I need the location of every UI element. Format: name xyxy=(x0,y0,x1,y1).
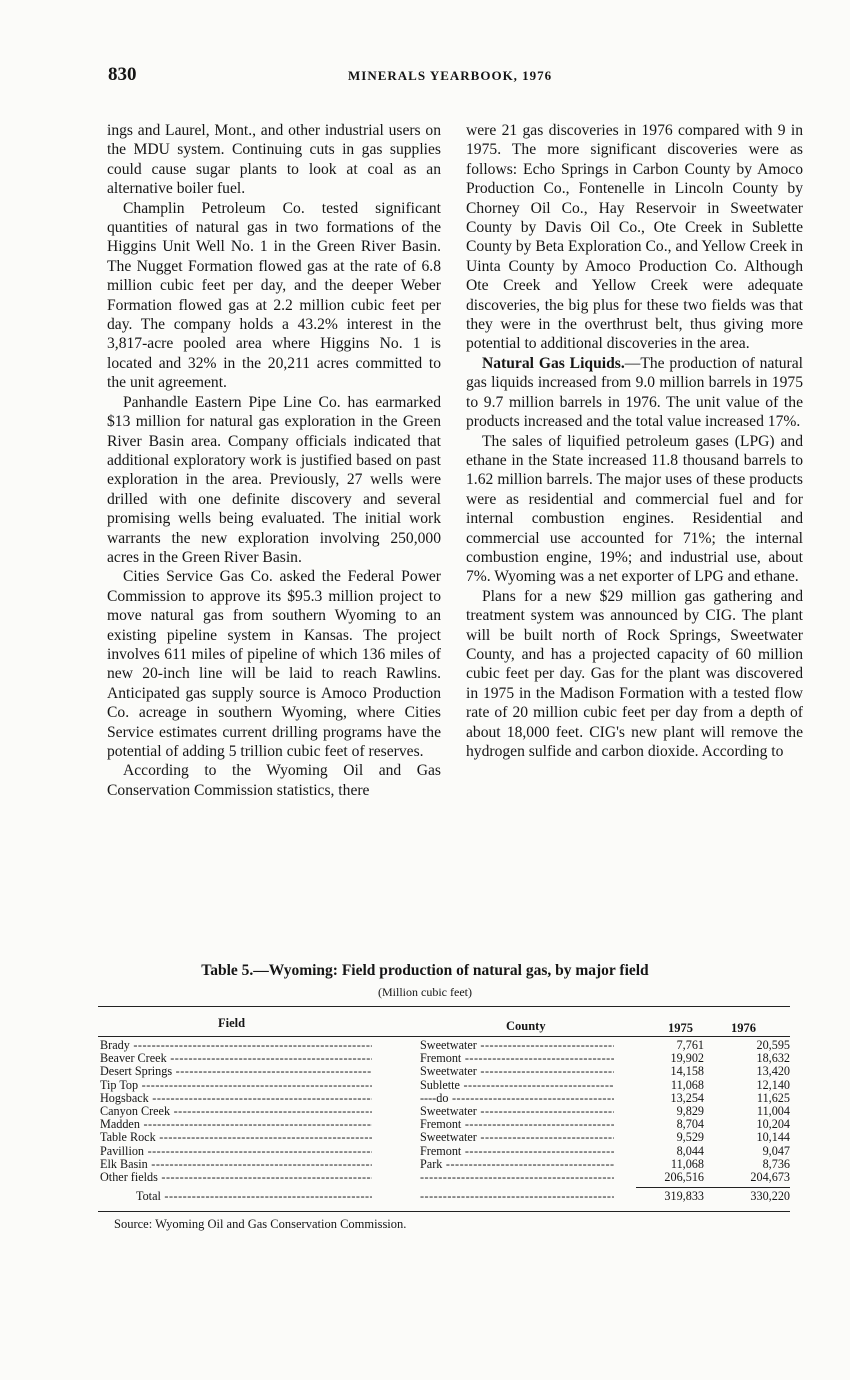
value-1976-cell: 13,420 xyxy=(756,1064,790,1079)
county-cell: Sublette ----- xyxy=(420,1079,614,1092)
field-cell: Hogsback ----- xyxy=(100,1092,372,1105)
value-1975-cell: 19,902 xyxy=(670,1051,704,1066)
table-row xyxy=(100,1171,790,1184)
county-cell: Sweetwater ----- xyxy=(420,1131,614,1144)
paragraph: Cities Service Gas Co. asked the Federal Power Commission to approve its $95.3 million project to move natural gas from southern Wyoming to an existing pipeline system in Kansas. The project involves 611 miles of pipeline of which 136 miles of new 20-inch line will be laid to reach Rawlins. Anticipated gas supply source is Amoco Production Co. acreage in southern Wyoming, where Cities Service estimates current drilling programs have the potential of adding 5 trillion cubic feet of reserves. xyxy=(107,568,441,760)
field-cell: Tip Top ----- xyxy=(100,1079,372,1092)
table-row xyxy=(100,1079,790,1092)
table-row xyxy=(100,1065,790,1078)
column-header-1976: 1976 xyxy=(731,1021,756,1035)
paragraph: The sales of liquified petroleum gases (LPG) and ethane in the State increased 11.8 thousand barrels to 1.62 million barrels. The major uses of these products were as residential and commercial fuel and for internal combustion engines. Residential and commercial use accounted for 71%; the internal combustion engine, 19%; and industrial use, about 7%. Wyoming was a net exporter of LPG and ethane. xyxy=(466,432,803,586)
paragraph: According to the Wyoming Oil and Gas Conservation Commission statistics, there xyxy=(107,762,441,799)
county-cell: Park ----- xyxy=(420,1158,614,1171)
value-1975-cell: 7,761 xyxy=(676,1038,704,1052)
field-cell: Madden ----- xyxy=(100,1118,372,1131)
table-total-row xyxy=(100,1190,790,1203)
value-1975-cell: 13,254 xyxy=(670,1090,704,1105)
paragraph: Plans for a new $29 million gas gathering and treatment system was announced by CIG. The plant will be built north of Rock Springs, Sweetwater County, and has a projected capacity of 60 million cubic feet per day. Gas for the plant was discovered in 1975 in the Madison Formation with a tested flow rate of 20 million cubic feet per day from a depth of about 18,000 feet. CIG's new plant will remove the hydrogen sulfide and carbon dioxide. According to xyxy=(466,587,803,760)
table-top-rule xyxy=(98,1006,790,1007)
field-cell: Beaver Creek ----- xyxy=(100,1052,372,1065)
value-1975-cell: 11,068 xyxy=(670,1156,704,1171)
paragraph-natural-gas-liquids xyxy=(466,354,803,432)
county-cell xyxy=(420,1171,614,1184)
field-cell: Pavillion ----- xyxy=(100,1145,372,1158)
paragraph: Panhandle Eastern Pipe Line Co. has earmarked $13 million for natural gas exploration in the Green River Basin area. Company officials indicated that additional exploratory work is justified based on past exploration in the area. Previously, 27 wells were drilled with one definite discovery and several promising wells being evaluated. The initial work warrants the new exploration involving 250,000 acres in the Green River Basin. xyxy=(107,393,441,566)
value-1975-cell: 9,829 xyxy=(676,1103,704,1118)
table-title: Table 5.—Wyoming: Field production of natural gas, by major field xyxy=(201,962,649,979)
county-cell: Sweetwater ----- xyxy=(420,1105,614,1118)
total-label: Total ----- xyxy=(100,1190,372,1203)
value-1976-cell: 8,736 xyxy=(762,1156,790,1171)
table-row xyxy=(100,1145,790,1158)
table-bottom-rule xyxy=(98,1211,790,1212)
value-1976-cell: 12,140 xyxy=(756,1077,790,1092)
value-1976-cell: 18,632 xyxy=(756,1051,790,1066)
value-1975-cell: 8,704 xyxy=(676,1117,704,1132)
table-row xyxy=(100,1092,790,1105)
value-1976-cell: 10,204 xyxy=(756,1117,790,1132)
table-row xyxy=(100,1158,790,1171)
left-column xyxy=(107,121,441,800)
table-body xyxy=(100,1039,790,1203)
column-header-field: Field xyxy=(218,1016,246,1030)
total-1976-cell: 330,220 xyxy=(750,1189,790,1204)
paragraph-text: —The production of natural gas liquids increased from 9.0 million barrels in 1975 to 9.7 million barrels in 1976. The unit value of the products increased and the total value increased 17%. xyxy=(466,354,803,431)
table-header-rule xyxy=(98,1036,790,1037)
field-cell: Brady ----- xyxy=(100,1039,372,1052)
value-1976-cell: 204,673 xyxy=(750,1169,790,1184)
field-cell: Other fields ----- xyxy=(100,1171,372,1184)
value-1976-cell: 11,004 xyxy=(756,1103,790,1118)
county-cell xyxy=(420,1190,614,1203)
paragraph: were 21 gas discoveries in 1976 compared with 9 in 1975. The more significant discoveries were as follows: Echo Springs in Carbon County by Amoco Production Co., Fontenelle in Lincoln County by Chorney Oil Co., Hay Reservoir in Sweetwater County by Davis Oil Co., Ote Creek in Sublette County by Beta Exploration Co., and Yellow Creek in Uinta County by Amoco Production Co. Although Ote Creek and Yellow Creek were adequate discoveries, the big plus for these two fields was that they were in the overthrust belt, thus giving more potential to additional discoveries in the area. xyxy=(466,122,803,353)
field-cell: Elk Basin ----- xyxy=(100,1158,372,1171)
paragraph: Champlin Petroleum Co. tested significant quantities of natural gas in two formations of the Higgins Unit Well No. 1 in the Green River Basin. The Nugget Formation flowed gas at the rate of 6.8 million cubic feet per day, and the deeper Weber Formation flowed gas at 2.2 million cubic feet per day. The company holds a 43.2% interest in the 3,817-acre pooled area where Higgins No. 1 is located and 32% in the 20,211 acres committed to the unit agreement. xyxy=(107,199,441,392)
county-cell: ----do ----- xyxy=(420,1092,614,1105)
running-head: MINERALS YEARBOOK, 1976 xyxy=(348,68,553,83)
page-number: 830 xyxy=(108,64,137,85)
column-header-county: County xyxy=(506,1019,546,1033)
table-row xyxy=(100,1131,790,1144)
paragraph: ings and Laurel, Mont., and other industrial users on the MDU system. Continuing cuts in gas supplies could cause sugar plants to look at coal as an alternative boiler fuel. xyxy=(107,122,441,198)
value-1976-cell: 11,625 xyxy=(756,1090,790,1105)
value-1976-cell: 10,144 xyxy=(756,1130,790,1145)
field-cell: Desert Springs ----- xyxy=(100,1065,372,1078)
right-column xyxy=(466,121,803,761)
table-subtitle: (Million cubic feet) xyxy=(378,985,472,999)
value-1975-cell: 9,529 xyxy=(676,1130,704,1145)
county-cell: Sweetwater ----- xyxy=(420,1039,614,1052)
value-1975-cell: 206,516 xyxy=(664,1169,704,1184)
value-1975-cell: 8,044 xyxy=(676,1143,704,1158)
total-rule xyxy=(636,1187,790,1188)
value-1976-cell: 20,595 xyxy=(756,1038,790,1052)
county-cell: Fremont ----- xyxy=(420,1145,614,1158)
field-cell: Table Rock ----- xyxy=(100,1131,372,1144)
column-header-1975: 1975 xyxy=(668,1021,693,1035)
value-1976-cell: 9,047 xyxy=(762,1143,790,1158)
total-1975-cell: 319,833 xyxy=(664,1189,704,1204)
table-source-note: Source: Wyoming Oil and Gas Conservation Commission. xyxy=(114,1217,407,1231)
value-1975-cell: 14,158 xyxy=(670,1064,704,1079)
value-1975-cell: 11,068 xyxy=(670,1077,704,1092)
county-cell: Sweetwater ----- xyxy=(420,1065,614,1078)
section-heading: Natural Gas Liquids. xyxy=(482,354,625,372)
field-cell: Canyon Creek ----- xyxy=(100,1105,372,1118)
county-cell: Fremont ----- xyxy=(420,1118,614,1131)
county-cell: Fremont ----- xyxy=(420,1052,614,1065)
